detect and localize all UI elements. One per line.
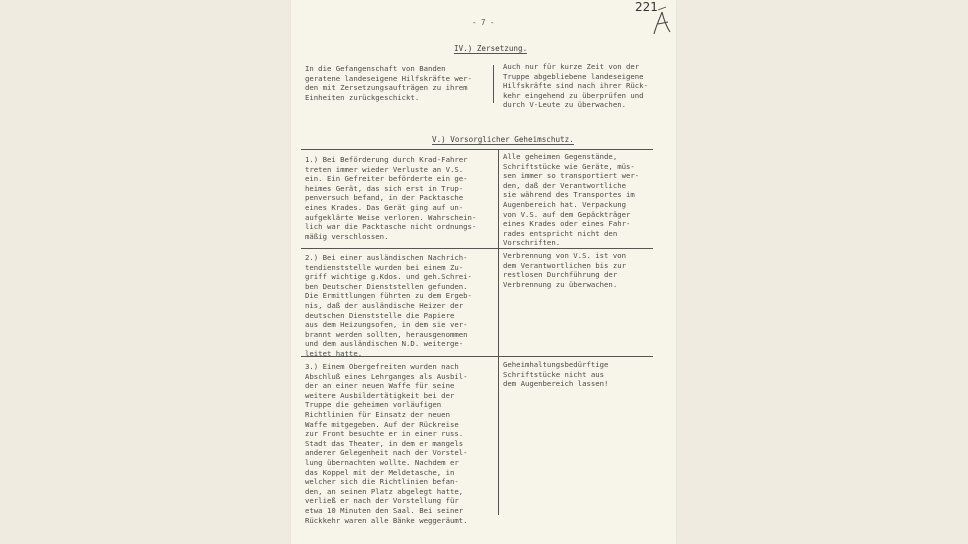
row-3-description-line: Truppe die geheimen vorläufigen (305, 400, 442, 410)
row-1-description-line: treten immer wieder Verluste an V.S. (305, 164, 464, 174)
row-1-description (305, 155, 476, 241)
row-1-instruction (503, 152, 639, 248)
row-1-instruction-line: rades entspricht nicht den (503, 228, 618, 238)
section-iv-right-line: kehr eingehend zu überprüfen und (503, 90, 644, 100)
row-1-description-line: penversuch befand, in der Packtasche (305, 193, 464, 203)
row-1-description-line: eines Krades. Das Gerät ging auf un- (305, 202, 464, 212)
row-3-description-line: den, an seinen Platz abgelegt hatte, (305, 486, 464, 496)
row-2-description-line: nis, daß der ausländische Heizer der (305, 300, 464, 310)
row-1-instruction-line: sen immer so transportiert wer- (503, 171, 640, 181)
row-3-description-line: Abschluß eines Lehrganges als Ausbil- (305, 371, 468, 381)
section-iv-right-line: Truppe abgebliebene landeseigene (503, 71, 644, 81)
row-3-description-line: Waffe mitgegeben. Auf der Rückreise (305, 419, 459, 429)
row-3-description-line: welcher sich die Richtlinien befan- (305, 477, 459, 487)
row-1-instruction-line: den, daß der Verantwortliche (503, 180, 627, 190)
section-iv-left-line: geratene landeseigene Hilfskräfte wer- (305, 73, 472, 83)
row-1-description-line: mäßig verschlossen. (305, 231, 389, 241)
row-1-instruction-line: Alle geheimen Gegenstände, (503, 152, 618, 161)
row-2-description (305, 253, 472, 359)
row-2-instruction-line: dem Verantwortlichen bis zur (503, 260, 627, 270)
table-column-divider (498, 149, 499, 515)
section-iv-right-line: Auch nur für kurze Zeit von der (503, 62, 640, 71)
table-top-rule (301, 149, 653, 150)
row-3-description-line: etwa 10 Minuten den Saal. Bei seiner (305, 505, 464, 515)
row-2-description-line: griff wichtige g.Kdos. und geh.Schrei- (305, 272, 472, 282)
row-2-description-line: ben Deutscher Dienststellen gefunden. (305, 281, 468, 291)
table-row-divider (301, 248, 653, 249)
row-3-description-line: zur Front besuchte er in einer russ. (305, 429, 464, 439)
row-2-description-line: aus dem Heizungsofen, in dem sie ver- (305, 320, 468, 330)
row-3-instruction-line: Geheimhaltungsbedürftige (503, 360, 609, 369)
document-page (291, 0, 676, 544)
row-2-description-line: deutschen Dienststelle die Papiere (305, 310, 455, 320)
row-2-description-line: leitet hatte. (305, 348, 363, 358)
row-2-instruction-line: restlosen Durchführung der (503, 270, 618, 280)
row-1-instruction-line: von V.S. auf dem Gepäckträger (503, 209, 631, 219)
row-3-description-line: lung übernachten wollte. Nachdem er (305, 457, 459, 467)
handwritten-page-number: 221 (635, 0, 658, 14)
row-1-instruction-line: Augenbereich hat. Verpackung (503, 199, 627, 209)
archive-stamp-mark (652, 4, 674, 38)
section-iv-right-line: durch V-Leute zu überwachen. (503, 100, 627, 110)
section-iv-heading: IV.) Zersetzung. (454, 44, 528, 53)
row-1-instruction-line: Vorschriften. (503, 238, 561, 248)
row-1-instruction-line: eines Krades oder eines Fahr- (503, 219, 631, 229)
section-iv-right-line: Hilfskräfte sind nach ihrer Rück- (503, 81, 648, 91)
row-3-instruction (503, 360, 608, 389)
row-3-description-line: Richtlinien für Einsatz der neuen (305, 409, 450, 419)
row-3-description-line: weitere Ausbildertätigkeit bei der (305, 390, 455, 400)
row-3-instruction-line: dem Augenbereich lassen! (503, 379, 609, 389)
section-iv-left-line: den mit Zersetzungsaufträgen zu ihrem (305, 83, 468, 93)
row-2-description-line: brannt werden sollten, herausgenommen (305, 329, 468, 339)
row-2-instruction-line: Verbrennung von V.S. ist von (503, 251, 627, 260)
row-2-instruction (503, 251, 626, 289)
row-2-description-line: tendienststelle wurden bei einem Zu- (305, 262, 464, 272)
row-3-description-line: das Koppel mit der Meldetasche, in (305, 467, 455, 477)
section-iv-left-text (305, 64, 472, 102)
row-2-instruction-line: Verbrennung zu überwachen. (503, 279, 618, 289)
row-3-description-line: Rückkehr waren alle Bänke weggeräumt. (305, 515, 468, 525)
row-2-description-line: 2.) Bei einer ausländischen Nachrich- (305, 253, 468, 262)
row-3-description-line: anderer Gelegenheit nach der Vorstel- (305, 448, 468, 458)
row-3-instruction-line: Schriftstücke nicht aus (503, 369, 605, 379)
row-3-description-line: verließ er nach der Vorstellung für (305, 496, 459, 506)
row-2-description-line: und dem ausländischen N.D. weiterge- (305, 339, 464, 349)
column-divider (493, 65, 494, 103)
row-3-description-line: Stadt das Theater, in dem er mangels (305, 438, 464, 448)
section-iv-left-line: Einheiten zurückgeschickt. (305, 92, 420, 102)
row-1-description-line: ein. Ein Gefreiter beförderte ein ge- (305, 174, 468, 184)
row-1-description-line: heimes Gerät, das sich erst in Trup- (305, 183, 464, 193)
row-1-instruction-line: sie während des Transportes im (503, 190, 635, 200)
row-3-description (305, 362, 468, 525)
row-3-description-line: der an einer neuen Waffe für seine (305, 381, 455, 391)
section-iv-right-text (503, 62, 648, 110)
page-number: - 7 - (472, 18, 495, 27)
row-3-description-line: 3.) Einem Obergefreiten wurden nach (305, 362, 459, 371)
row-1-description-line: aufgeklärte Weise verloren. Wahrschein- (305, 212, 477, 222)
row-1-instruction-line: Schriftstücke wie Geräte, müs- (503, 161, 635, 171)
row-2-description-line: Die Ermittlungen führten zu dem Ergeb- (305, 291, 472, 301)
section-iv-left-line: In die Gefangenschaft von Banden (305, 64, 446, 73)
row-1-description-line: 1.) Bei Beförderung durch Krad-Fahrer (305, 155, 468, 164)
section-v-heading: V.) Vorsorglicher Geheimschutz. (432, 135, 574, 144)
row-1-description-line: lich war die Packtasche nicht ordnungs- (305, 222, 477, 232)
